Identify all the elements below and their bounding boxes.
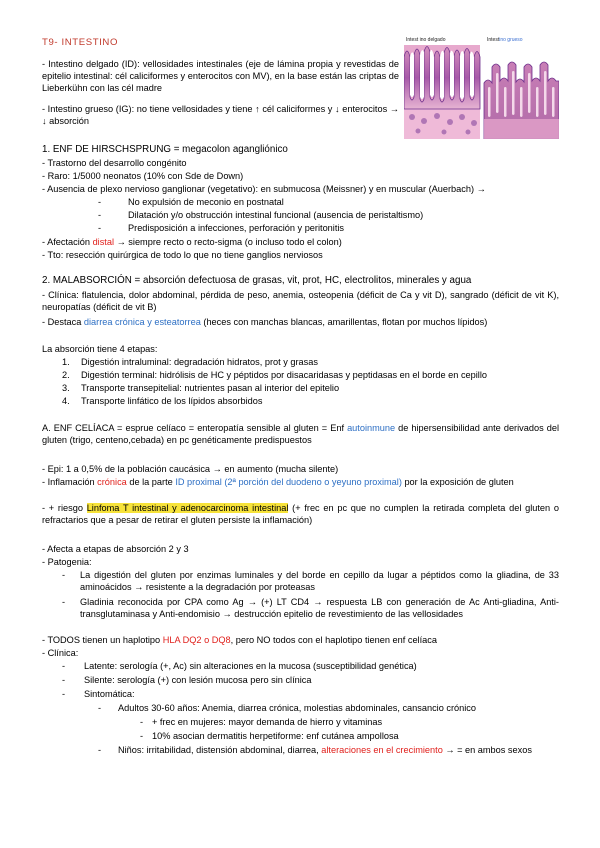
s1-line-4: - Afectación distal → siempre recto o recto-sigma (o incluso todo el colon)	[42, 237, 342, 247]
celiac-clinica: - Clínica:	[42, 648, 79, 658]
s1-sub-bullet-1: - No expulsión de meconio en postnatal	[98, 197, 284, 207]
histology-image	[404, 37, 559, 139]
celiac-riesgo: - + riesgo Linfoma T intestinal y adenocarcinoma intestinal (+ frec en pc que no cumplen la retirada completa del gluten o refractarios que a pesar de retirar el gluten persiste la inflamación)	[42, 503, 560, 525]
s2-etapa-4: 4. Transporte linfático de los lípidos absorbidos	[62, 396, 263, 406]
celiac-inflamacion: - Inflamación crónica de la parte ID proximal (2ª porción del duodeno o yeyuno proximal) por la exposición de gluten	[42, 477, 514, 487]
s1-line-2: - Raro: 1/5000 neonatos (10% con Sde de Down)	[42, 171, 244, 181]
patogenia-bullet-2: Gladinia reconocida por CPA como Ag → (+) LT CD4 → respuesta LB con generación de Ac Anti-gliadina, Anti- transglutaminasa y Anti-endomisio → destrucción epitelio de revestimiento de las vellosidades	[80, 597, 559, 619]
clinica-latente: - Latente: serología (+, Ac) sin alteraciones en la mucosa (susceptibilidad genética)	[62, 661, 417, 671]
patogenia-bullet-2-dash: -	[62, 597, 66, 607]
celiac-epi: - Epi: 1 a 0,5% de la población caucásica → en aumento (mucha silente)	[42, 464, 339, 474]
celiac-afecta: - Afecta a etapas de absorción 2 y 3	[42, 544, 189, 554]
section-2-heading: 2. MALABSORCIÓN = absorción defectuosa de grasas, vit, prot, HC, electrolitos, minerales y agua	[42, 275, 472, 286]
s1-sub-bullet-3: - Predisposición a infecciones, perforación y peritonitis	[98, 223, 345, 233]
figure-label-large-intestine: Intestino grueso	[487, 37, 523, 43]
s2-etapa-3: 3. Transporte transepitelial: nutrientes pasan al interior del epitelio	[62, 383, 340, 393]
page-title: T9- INTESTINO	[42, 37, 119, 48]
s2-etapa-1: 1. Digestión intraluminal: degradación hidratos, prot y grasas	[62, 357, 318, 367]
clinica-sintomatica: - Sintomática:	[62, 689, 135, 699]
celiac-haplotipo: - TODOS tienen un haplotipo HLA DQ2 o DQ8, pero NO todos con el haplotipo tienen enf celíaca	[42, 635, 437, 645]
s1-line-3: - Ausencia de plexo nervioso ganglionar (vegetativo): en submucosa (Meissner) y en muscular (Auerbach) →	[42, 184, 486, 194]
sintomatica-ninos: Niños: irritabilidad, distensión abdominal, diarrea, alteraciones en el crecimiento → = en ambos sexos	[118, 745, 532, 755]
adultos-sub-1: - + frec en mujeres: mayor demanda de hierro y vitaminas	[140, 717, 383, 727]
s2-clinica: - Clínica: flatulencia, dolor abdominal, pérdida de peso, anemia, osteopenia (déficit de Ca y vit D), sangrado (déficit de vit K), neuropatías (déficit de vit B)	[42, 290, 559, 312]
intro-paragraph-1: - Intestino delgado (ID): vellosidades intestinales (eje de lámina propia y revestidas de epitelio intestinal: cél caliciformes y enterocitos con MV), en la base están las criptas de Lieberkühn con las cél madre	[42, 59, 399, 93]
section-1-heading: 1. ENF DE HIRSCHSPRUNG = megacolon agangliónico	[42, 144, 288, 155]
celiac-patogenia: - Patogenia:	[42, 557, 92, 567]
celiac-definition: A. ENF CELÍACA = esprue celíaco = enteropatía sensible al gluten = Enf autoinmune de hipersensibilidad ante derivados del gluten (trigo, centeno,cebada) en pc genéticamente predispuestos	[42, 423, 559, 445]
s1-line-5: - Tto: resección quirúrgica de todo lo que no tiene ganglios nerviosos	[42, 250, 323, 260]
intro-paragraph-2: - Intestino grueso (IG): no tiene vellosidades y tiene ↑ cél caliciformes y ↓ enterocitos → ↓ absorción	[42, 104, 399, 126]
patogenia-bullet-1: La digestión del gluten por enzimas luminales y del borde en cepillo da lugar a péptidos como la gliadina, de 33 aminoácidos → resistente a la degradación por proteasas	[80, 570, 559, 592]
s1-line-1: - Trastorno del desarrollo congénito	[42, 158, 187, 168]
patogenia-bullet-1-dash: -	[62, 570, 66, 580]
adultos-sub-2: - 10% asocian dermatitis herpetiforme: enf cutánea ampollosa	[140, 731, 399, 741]
sintomatica-adultos: - Adultos 30-60 años: Anemia, diarrea crónica, molestias abdominales, cansancio crónico	[98, 703, 476, 713]
s2-etapa-2: 2. Digestión terminal: hidrólisis de HC y péptidos por disacaridasas y peptidasas en el borde en cepillo	[62, 370, 487, 380]
s2-etapas-intro: La absorción tiene 4 etapas:	[42, 344, 158, 354]
s1-sub-bullet-2: - Dilatación y/o obstrucción intestinal funcional (ausencia de peristaltismo)	[98, 210, 424, 220]
sintomatica-ninos-dash: -	[98, 745, 102, 755]
figure-label-small-intestine: Intest ino delgado	[406, 37, 446, 43]
clinica-silente: - Silente: serología (+) con lesión mucosa pero sin clínica	[62, 675, 312, 685]
histology-figure	[404, 37, 559, 139]
s2-destaca: - Destaca diarrea crónica y esteatorrea (heces con manchas blancas, amarillentas, flotan por muchos lípidos)	[42, 317, 488, 327]
